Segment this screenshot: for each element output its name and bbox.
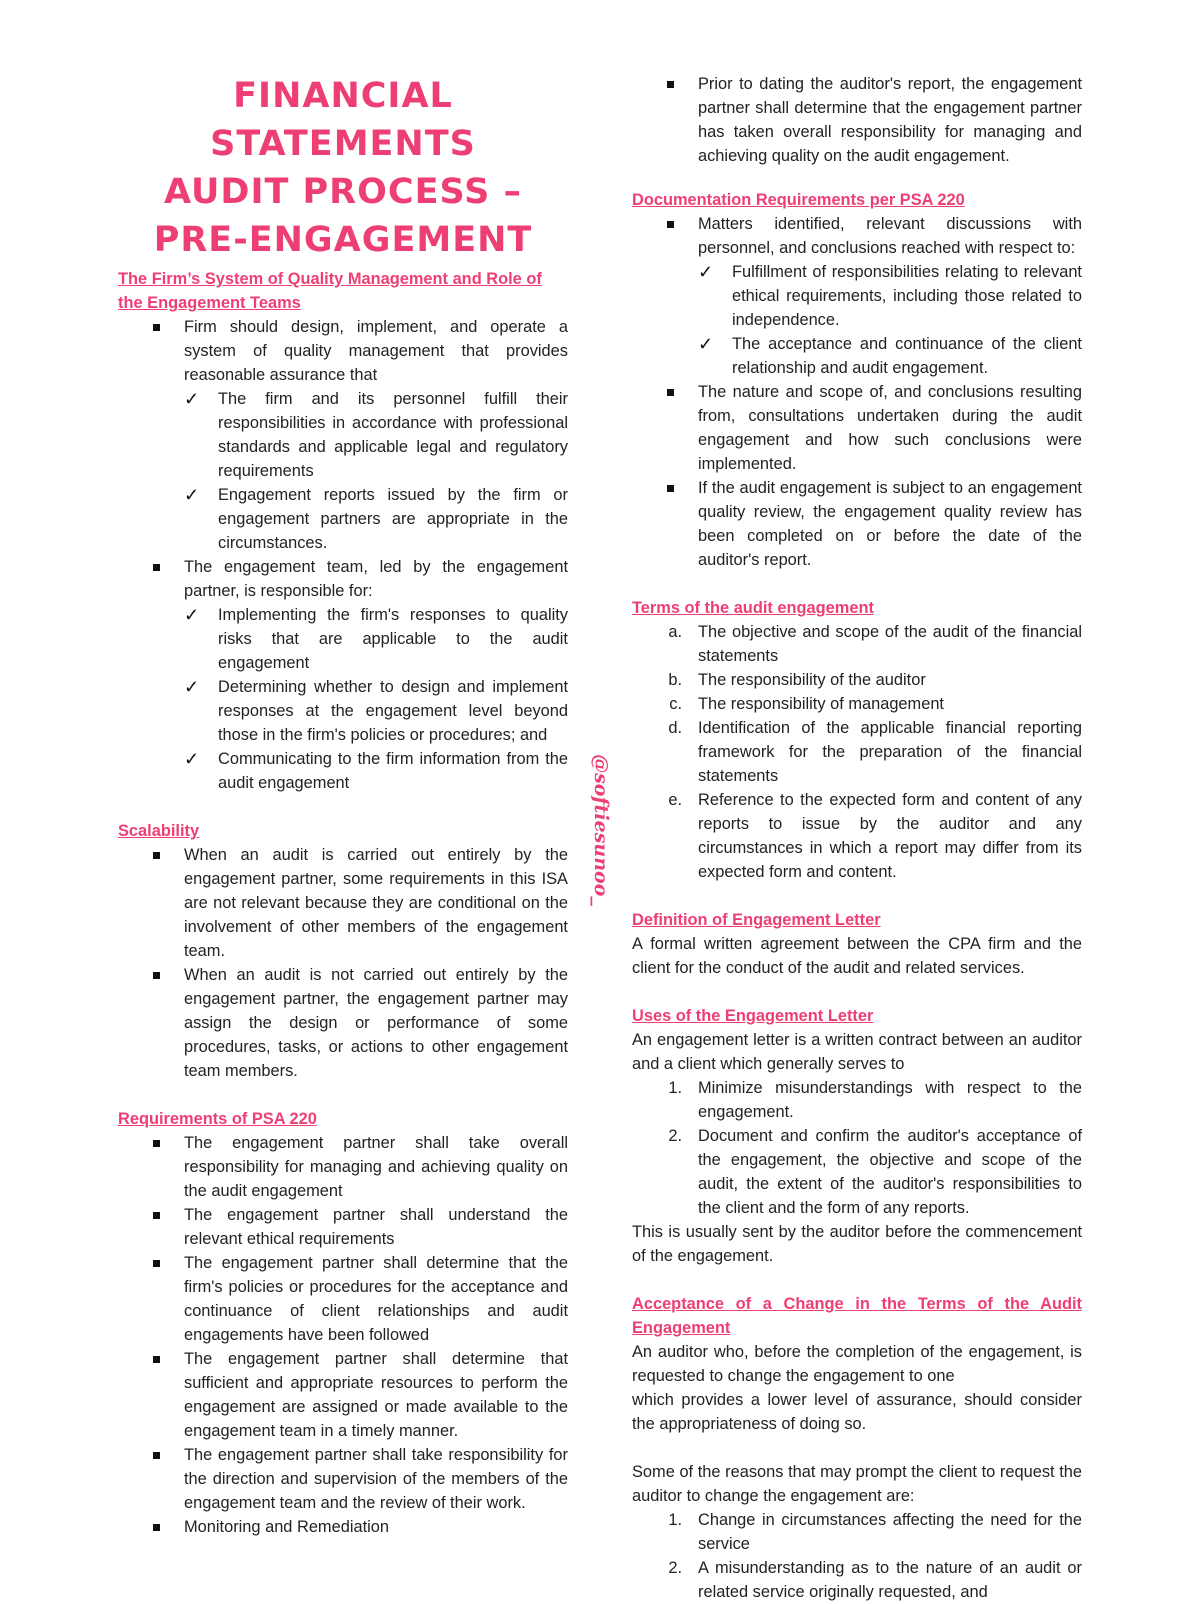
- check-item: [118, 747, 568, 795]
- checkmark-icon: ✓: [184, 605, 200, 625]
- uses-intro: An engagement letter is a written contract between an auditor and a client which generally serves to: [632, 1031, 1082, 1073]
- psa220-list: [118, 1131, 568, 1539]
- uses-outro: This is usually sent by the auditor before the commencement of the engagement.: [632, 1223, 1082, 1265]
- list-item: [632, 1124, 1082, 1220]
- check-item: [118, 483, 568, 555]
- list-marker: 1.: [668, 1511, 682, 1529]
- check-item: [118, 387, 568, 483]
- list-marker: b.: [668, 671, 682, 689]
- list-item: [632, 620, 1082, 668]
- list-item: The engagement partner shall take responsibility for the direction and supervision of the members of the engagement team and the review of their work.: [118, 1443, 568, 1515]
- list-item: [632, 1508, 1082, 1556]
- list-item: When an audit is carried out entirely by the engagement partner, some requirements in this ISA are not relevant because they are conditional on the involvement of other members of the engagement team.: [118, 843, 568, 963]
- list-marker: d.: [668, 719, 682, 737]
- check-text: Communicating to the firm information from the audit engagement: [218, 750, 568, 792]
- check-text: The acceptance and continuance of the client relationship and audit engagement.: [732, 335, 1082, 377]
- item-text: A misunderstanding as to the nature of an audit or related service originally requested, and: [698, 1559, 1082, 1601]
- list-item: [118, 555, 568, 603]
- list-item: If the audit engagement is subject to an engagement quality review, the engagement quality review has been completed on or before the date of the auditor's report.: [632, 476, 1082, 572]
- title-line-2: AUDIT PROCESS –: [163, 172, 523, 212]
- list-item: [118, 315, 568, 387]
- bullet-text: Firm should design, implement, and operate a system of quality management that provides reasonable assurance that: [184, 318, 568, 384]
- check-text: Implementing the firm's responses to quality risks that are applicable to the audit engagement: [218, 606, 568, 672]
- documentation-list: [632, 212, 1082, 572]
- checkmark-icon: ✓: [184, 389, 200, 409]
- check-item: [118, 675, 568, 747]
- list-item: When an audit is not carried out entirely by the engagement partner, the engagement partner may assign the design or performance of some procedures, tasks, or actions to other engagement team members.: [118, 963, 568, 1083]
- section-heading-terms: Terms of the audit engagement: [632, 599, 874, 617]
- section-heading-acceptance: Acceptance of a Change in the Terms of the Audit Engagement: [632, 1295, 1082, 1337]
- list-item: The engagement partner shall determine that the firm's policies or procedures for the acceptance and continuance of client relationships and audit engagements have been followed: [118, 1251, 568, 1347]
- list-item: [632, 692, 1082, 716]
- acceptance-text-3: Some of the reasons that may prompt the client to request the auditor to change the engagement are:: [632, 1463, 1082, 1505]
- list-item: Monitoring and Remediation: [118, 1515, 568, 1539]
- quality-list: [118, 315, 568, 795]
- check-item: [118, 603, 568, 675]
- section-heading-documentation: Documentation Requirements per PSA 220: [632, 191, 965, 209]
- list-item: The engagement partner shall determine that sufficient and appropriate resources to perform the engagement are assigned or made available to the engagement team in a timely manner.: [118, 1347, 568, 1443]
- title-line-1: FINANCIAL STATEMENTS: [210, 76, 476, 164]
- scalability-list: [118, 843, 568, 1083]
- watermark-signature: [555, 750, 635, 910]
- item-text: Document and confirm the auditor's acceptance of the engagement, the objective and scope of the audit, the extent of the auditor's responsibilities to the client and the form of any reports.: [698, 1127, 1082, 1217]
- list-item: [632, 668, 1082, 692]
- list-item: [632, 716, 1082, 788]
- list-item: Matters identified, relevant discussions with personnel, and conclusions reached with respect to:: [632, 212, 1082, 260]
- list-marker: c.: [669, 695, 682, 713]
- item-text: Minimize misunderstandings with respect to the engagement.: [698, 1079, 1082, 1121]
- item-text: The objective and scope of the audit of the financial statements: [698, 623, 1082, 665]
- section-heading-definition: Definition of Engagement Letter: [632, 911, 881, 929]
- list-item: The engagement partner shall take overall responsibility for managing and achieving quality on the audit engagement: [118, 1131, 568, 1203]
- item-text: The responsibility of the auditor: [698, 671, 926, 689]
- list-item: The engagement partner shall understand the relevant ethical requirements: [118, 1203, 568, 1251]
- continued-list: [632, 72, 1082, 168]
- uses-list: [632, 1076, 1082, 1220]
- check-text: Determining whether to design and implement responses at the engagement level beyond those in the firm's policies or procedures; and: [218, 678, 568, 744]
- list-marker: 2.: [668, 1127, 682, 1145]
- list-marker: 2.: [668, 1559, 682, 1577]
- item-text: The responsibility of management: [698, 695, 944, 713]
- item-text: Reference to the expected form and content of any reports to issue by the auditor and any circumstances in which a report may differ from its expected form and content.: [698, 791, 1082, 881]
- list-item: [632, 1556, 1082, 1604]
- title-line-3: PRE-ENGAGEMENT: [153, 220, 533, 260]
- check-text: The firm and its personnel fulfill their responsibilities in accordance with professional standards and applicable legal and regulatory requirements: [218, 390, 568, 480]
- reasons-list: [632, 1508, 1082, 1604]
- list-marker: e.: [668, 791, 682, 809]
- checkmark-icon: ✓: [698, 334, 714, 354]
- bullet-text: The engagement team, led by the engagement partner, is responsible for:: [184, 558, 568, 600]
- acceptance-text-1: An auditor who, before the completion of the engagement, is requested to change the engagement to one: [632, 1343, 1082, 1385]
- check-item: [632, 332, 1082, 380]
- acceptance-text-2: which provides a lower level of assurance, should consider the appropriateness of doing so.: [632, 1391, 1082, 1433]
- check-text: Engagement reports issued by the firm or engagement partners are appropriate in the circumstances.: [218, 486, 568, 552]
- list-item: The nature and scope of, and conclusions resulting from, consultations undertaken during the audit engagement and how such conclusions were implemented.: [632, 380, 1082, 476]
- check-item: [632, 260, 1082, 332]
- checkmark-icon: ✓: [184, 485, 200, 505]
- checkmark-icon: ✓: [698, 262, 714, 282]
- watermark-text: @softiesunoo_: [590, 754, 612, 906]
- check-text: Fulfillment of responsibilities relating to relevant ethical requirements, including those related to independence.: [732, 263, 1082, 329]
- item-text: Identification of the applicable financial reporting framework for the preparation of the financial statements: [698, 719, 1082, 785]
- page-title: [118, 72, 568, 264]
- definition-text: A formal written agreement between the CPA firm and the client for the conduct of the audit and related services.: [632, 935, 1082, 977]
- checkmark-icon: ✓: [184, 677, 200, 697]
- list-item: [632, 1076, 1082, 1124]
- list-item: [632, 788, 1082, 884]
- section-heading-uses: Uses of the Engagement Letter: [632, 1007, 874, 1025]
- section-heading-psa220: Requirements of PSA 220: [118, 1110, 317, 1128]
- terms-list: [632, 620, 1082, 884]
- right-column: [632, 72, 1082, 1604]
- list-marker: 1.: [668, 1079, 682, 1097]
- section-heading-quality: The Firm’s System of Quality Management and Role of the Engagement Teams: [118, 270, 542, 312]
- section-heading-scalability: Scalability: [118, 822, 200, 840]
- list-marker: a.: [668, 623, 682, 641]
- list-item: Prior to dating the auditor's report, the engagement partner shall determine that the engagement partner has taken overall responsibility for managing and achieving quality on the audit engagement.: [632, 72, 1082, 168]
- item-text: Change in circumstances affecting the need for the service: [698, 1511, 1082, 1553]
- left-column: [118, 267, 568, 1539]
- checkmark-icon: ✓: [184, 749, 200, 769]
